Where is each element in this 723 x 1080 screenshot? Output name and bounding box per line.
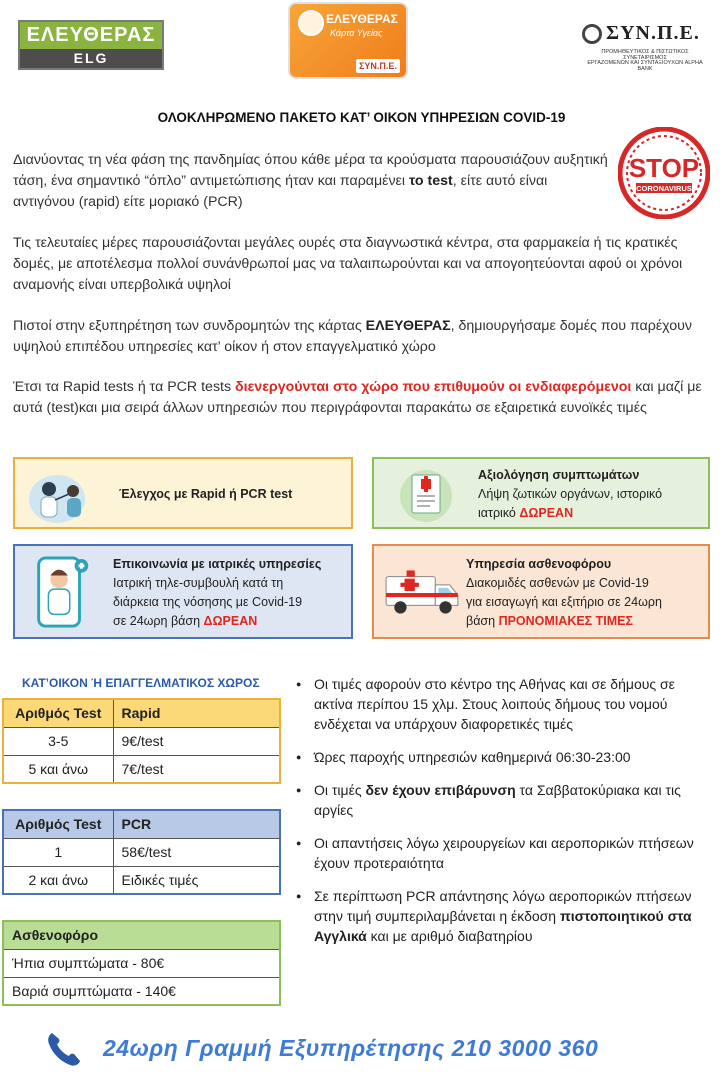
synpe-subtitle-1: ΠΡΟΜΗΘΕΥΤΙΚΟΣ & ΠΙΣΤΩΤΙΚΟΣ ΣΥΝΕΤΑΙΡΙΣΜΟΣ [601,49,689,61]
card-emblem-icon [298,10,324,36]
elg-logo-text: ELG [20,49,162,68]
service-telemedicine-title: Επικοινωνία με ιατρικές υπηρεσίες [113,557,322,571]
service-ambulance-prices: ΠΡΟΝΟΜΙΑΚΕΣ ΤΙΜΕΣ [498,614,634,628]
section-title: ΚΑΤ’ΟΙΚΟΝ Ή ΕΠΑΓΓΕΛΜΑΤΙΚΟΣ ΧΩΡΟΣ [22,676,260,690]
service-box-ambulance [372,544,710,639]
table-row [3,755,280,783]
pcr-header-type: PCR [121,816,152,833]
support-hotline[interactable]: 24ωρη Γραμμή Εξυπηρέτησης 210 3000 360 [103,1035,599,1061]
service-box-symptoms [372,457,710,529]
rapid-row2-count: 5 και άνω [3,755,113,783]
p4-text-red: διενεργούνται στο χώρο που επιθυμούν οι ενδιαφερόμενοι [235,379,632,395]
ambulance-header: Ασθενοφόρο [12,927,99,944]
medical-report-icon [392,467,464,525]
service-telemedicine-line1: Ιατρική τηλε-συμβουλή κατά τη [113,576,284,590]
synpe-subtitle-2: ΕΡΓΑΖΟΜΕΝΩΝ ΚΑΙ ΣΥΝΤΑΞΙΟΥΧΩΝ ALPHA BANK [587,60,703,72]
health-card-logo [288,2,408,79]
table-row [3,866,280,894]
table-row [3,977,280,1005]
rapid-header-count: Αριθμός Test [3,699,113,727]
note3-bold: δεν έχουν επιβάρυνση [365,782,516,798]
card-subtitle: Κάρτα Υγείας [330,28,383,38]
note5-c: και με αριθμό διαβατηρίου [366,928,533,944]
pcr-row1-count: 1 [3,838,113,866]
intro-paragraph-2: Τις τελευταίες μέρες παρουσιάζονται μεγάλες ουρές στα διαγνωστικά κέντρα, στα φαρμακεία ή τις κρατικές δομές, με αποτέλεσμα πολλοί συνάνθρωποί μας να ταλαιπωρούνται και να απογοητεύονται αφού οι χρόνοι αναμονής είναι υπερβολικά υψηλοί [13,235,683,293]
table-row [3,727,280,755]
pcr-row2-price: Ειδικές τιμές [113,866,280,894]
pcr-row2-count: 2 και άνω [3,866,113,894]
notes-list [296,674,711,959]
p1-text-bold: το test [408,173,453,189]
note3-c: τα Σαββατοκύριακα και τις αργίες [314,782,681,818]
service-ambulance-title: Υπηρεσία ασθενοφόρου [466,557,612,571]
p3-text-a: Πιστοί στην εξυπηρέτηση των συνδρομητών της κάρτας [13,318,366,334]
synpe-emblem-icon [582,24,602,44]
synpe-logo [580,22,710,72]
intro-paragraph-3 [13,316,703,358]
stop-coronavirus-icon [618,127,710,219]
rapid-row2-price: 7€/test [113,755,280,783]
p1-text-a: Διανύοντας τη νέα φάση της πανδημίας όπου κάθε μέρα τα κρούσματα παρουσιάζουν αυξητική τάση, ένα σημαντικό “όπλο” αντιμετώπισης ήταν και παραμένει [13,152,608,189]
service-symptoms-line2: ιατρικό [478,506,520,520]
service-telemedicine-free: ΔΩΡΕΑΝ [203,614,258,628]
service-symptoms-title: Αξιολόγηση συμπτωμάτων [478,468,640,482]
p3-text-c: , δημιουργήσαμε δομές που παρέχουν υψηλού επιπέδου υπηρεσίες κατ’ οίκον ή στον επαγγελματικό χώρο [13,318,692,355]
rapid-row1-count: 3-5 [3,727,113,755]
ambulance-row-severe: Βαριά συμπτώματα - 140€ [3,977,280,1005]
p1-text-c: , είτε αυτό είναι αντιγόνου (rapid) είτε μοριακό (PCR) [13,173,548,210]
pcr-table-header [3,810,280,838]
service-box-testing [13,457,353,529]
eleftheras-logo-text: ΕΛΕΥΘΕΡΑΣ [20,22,162,49]
service-telemedicine-line3: σε 24ωρη βάση [113,614,204,628]
card-title: ΕΛΕΥΘΕΡΑΣ [326,12,398,26]
ambulance-price-table [2,920,281,1006]
service-box-telemedicine [13,544,353,639]
nurse-testing-icon [27,467,99,525]
p3-text-bold: ΕΛΕΥΘΕΡΑΣ [365,318,451,334]
phone-doctor-icon [27,554,97,632]
table-row [3,949,280,977]
note5-a: Σε περίπτωση PCR απάντησης λόγω αεροπορικών πτήσεων στην τιμή συμπεριλαμβάνεται η έκδοση [314,888,692,924]
note5-bold: πιστοποιητικού στα Αγγλικά [314,908,692,944]
stop-sub: CORONAVIRUS [636,184,692,193]
rapid-row1-price: 9€/test [113,727,280,755]
service-ambulance-line3: βάση [466,614,499,628]
ambulance-icon [382,566,464,618]
service-testing-title: Έλεγχος με Rapid ή PCR test [119,487,293,501]
card-badge: ΣΥΝ.Π.Ε. [356,59,400,73]
pcr-header-count: Αριθμός Test [3,810,113,838]
table-row [3,838,280,866]
p4-text-a: Έτσι τα Rapid tests ή τα PCR tests [13,379,236,395]
list-item: ● Οι απαντήσεις λόγω χειρουργείων και αεροπορικών πτήσεων έχουν προτεραιότητα [296,833,711,873]
service-symptoms-line1: Λήψη ζωτικών οργάνων, ιστορικό [478,487,663,501]
pcr-price-table [2,809,281,895]
service-symptoms-free: ΔΩΡΕΑΝ [519,506,574,520]
rapid-table-header [3,699,280,727]
service-ambulance-line1: Διακομιδές ασθενών με Covid-19 [466,576,649,590]
intro-paragraph-4 [13,377,713,419]
list-item: ● Ώρες παροχής υπηρεσιών καθημερινά 06:30-23:00 [296,747,711,767]
list-item [296,780,711,820]
ambulance-row-mild: Ήπια συμπτώματα - 80€ [3,949,280,977]
pcr-row1-price: 58€/test [113,838,280,866]
note3-a: Οι τιμές [314,782,366,798]
stop-word: STOP [628,153,700,183]
page-title: ΟΛΟΚΛΗΡΩΜΕΝΟ ΠΑΚΕΤΟ ΚΑΤ’ ΟΙΚΟΝ ΥΠΗΡΕΣΙΩΝ COVID-19 [157,110,566,125]
rapid-price-table [2,698,281,784]
list-item [296,886,711,946]
intro-paragraph-1 [13,150,613,213]
rapid-header-type: Rapid [121,705,161,722]
synpe-name: ΣΥΝ.Π.Ε. [606,22,700,44]
eleftheras-logo [18,20,164,70]
ambulance-table-header [3,921,280,949]
service-ambulance-line2: για εισαγωγή και εξιτήριο σε 24ωρη [466,595,662,609]
list-item: ● Οι τιμές αφορούν στο κέντρο της Αθήνας και σε δήμους σε ακτίνα περίπου 15 χλμ. Στους λοιπούς δήμους του νομού ενδέχεται να υπάρχουν διαφορετικές τιμές [296,674,711,734]
p4-text-c: και μαζί με αυτά (test)και μια σειρά άλλων υπηρεσιών που περιγράφονται παρακάτω σε εξαιρετικά ευνοϊκές τιμές [13,379,702,416]
phone-icon [44,1029,84,1069]
service-telemedicine-line2: διάρκεια της νόσησης με Covid-19 [113,595,303,609]
